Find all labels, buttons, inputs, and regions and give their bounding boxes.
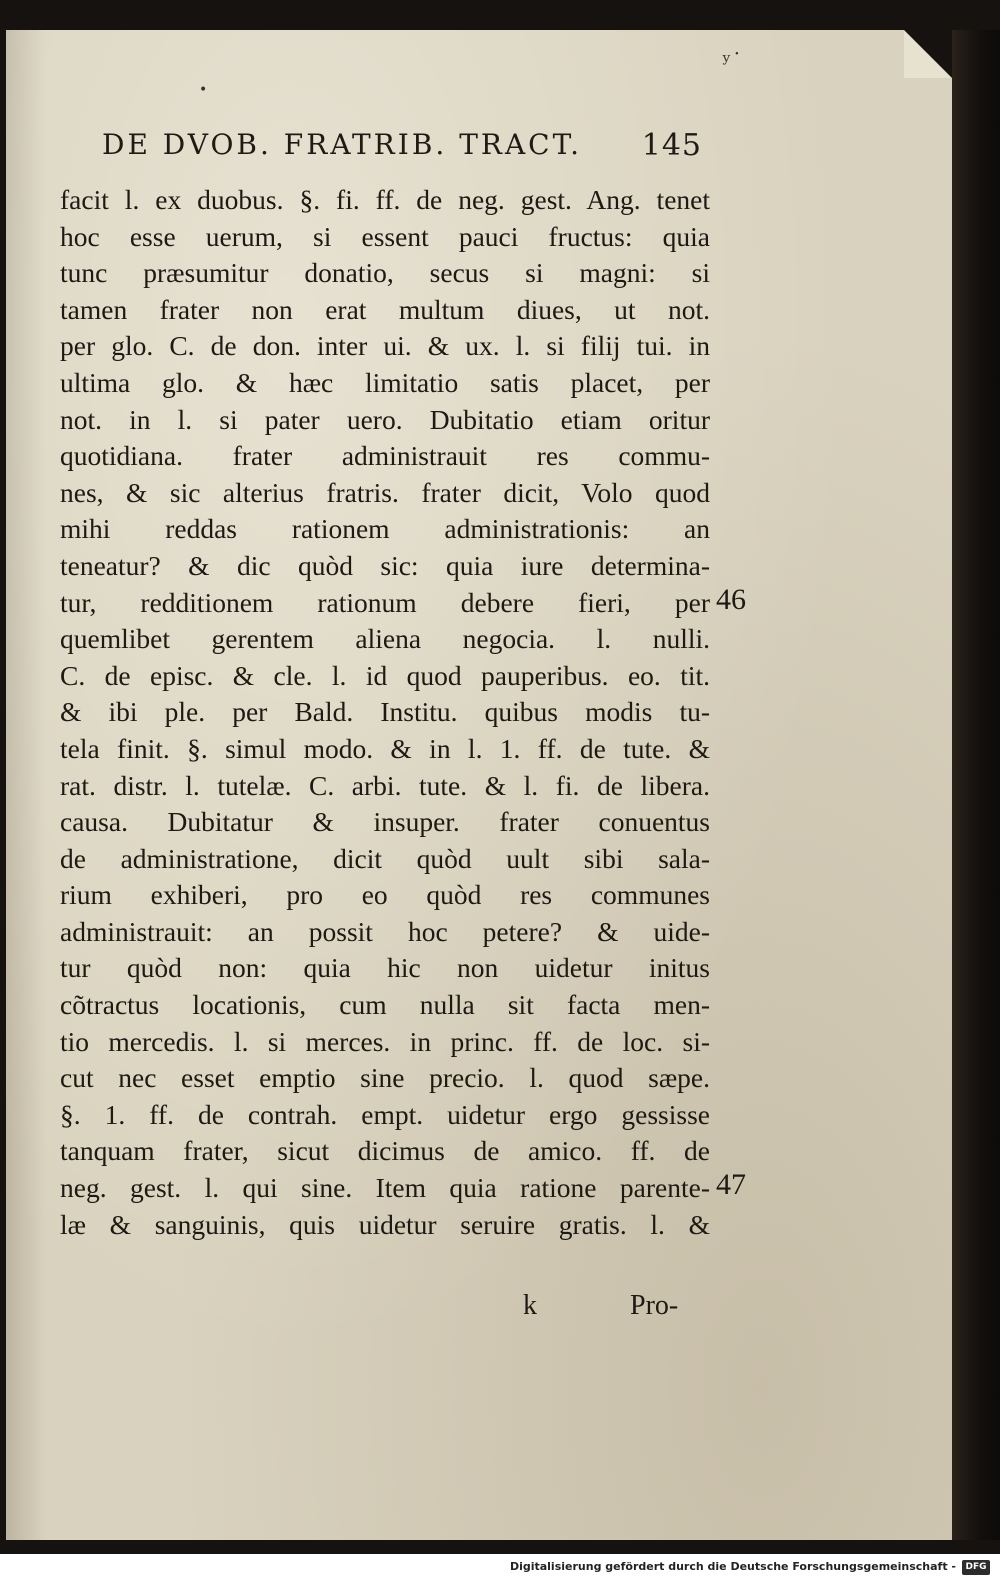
text-line: tio mercedis. l. si merces. in princ. ff. de loc. si- — [60, 1025, 710, 1057]
page-number: 145 — [641, 128, 702, 163]
text-line: §. 1. ff. de contrah. empt. uidetur ergo gessisse — [60, 1098, 710, 1130]
text-line: neg. gest. l. qui sine. Item quia ratione parente- — [60, 1172, 710, 1204]
margin-number: 46 — [716, 582, 746, 616]
text-line: læ & sanguinis, quis uidetur seruire gratis. l. & — [60, 1208, 710, 1240]
running-head-title: DE DVOB. FRATRIB. TRACT. — [102, 128, 583, 161]
text-line: not. in l. si pater uero. Dubitatio etiam oritur — [60, 403, 710, 435]
binding-edge — [952, 30, 1000, 1540]
text-line: tela finit. §. simul modo. & in l. 1. ff. de tute. & — [60, 732, 710, 764]
text-line: tur, redditionem rationum debere fieri, per — [60, 586, 710, 618]
text-line: C. de episc. & cle. l. id quod pauperibus. eo. tit. — [60, 659, 710, 691]
dfg-logo: DFG — [962, 1560, 990, 1575]
text-line: tanquam frater, sicut dicimus de amico. ff. de — [60, 1135, 710, 1167]
ink-speck: • — [199, 82, 208, 98]
text-line: de administratione, dicit quòd uult sibi sala- — [60, 842, 710, 874]
text-line: hoc esse uerum, si essent pauci fructus: quia — [60, 220, 710, 252]
ink-mark: ʸ˙ — [722, 50, 743, 75]
text-line: rium exhiberi, pro eo quòd res communes — [60, 879, 710, 911]
text-line: nes, & sic alterius fratris. frater dicit, Volo quod — [60, 476, 710, 508]
running-header — [102, 128, 702, 163]
folded-corner — [904, 30, 952, 78]
text-line: rat. distr. l. tutelæ. C. arbi. tute. & l. fi. de libera. — [60, 769, 710, 801]
credit-bar — [0, 1554, 1000, 1582]
text-line: facit l. ex duobus. §. fi. ff. de neg. gest. Ang. tenet — [60, 184, 710, 215]
catchword: Pro- — [630, 1290, 679, 1321]
margin-number: 47 — [716, 1168, 746, 1202]
text-line: tamen frater non erat multum diues, ut not. — [60, 293, 710, 325]
text-line: causa. Dubitatur & insuper. frater conuentus — [60, 806, 710, 838]
body-text — [60, 182, 710, 1243]
text-line: administrauit: an possit hoc petere? & uide- — [60, 915, 710, 947]
text-line: tur quòd non: quia hic non uidetur initus — [60, 952, 710, 984]
text-line: cõtractus locationis, cum nulla sit facta men- — [60, 989, 710, 1021]
text-line: & ibi ple. per Bald. Institu. quibus modis tu- — [60, 696, 710, 728]
text-line: per glo. C. de don. inter ui. & ux. l. si filij tui. in — [60, 330, 710, 362]
text-line: cut nec esset emptio sine precio. l. quod sæpe. — [60, 1062, 710, 1094]
text-line: ultima glo. & hæc limitatio satis placet, per — [60, 366, 710, 398]
signature-mark: k — [523, 1290, 537, 1321]
credit-text: Digitalisierung gefördert durch die Deutsche Forschungsgemeinschaft - — [509, 1560, 956, 1573]
text-line: tunc præsumitur donatio, secus si magni: si — [60, 257, 710, 289]
text-line: teneatur? & dic quòd sic: quia iure determina- — [60, 549, 710, 581]
text-line: quotidiana. frater administrauit res commu- — [60, 440, 710, 472]
text-line: quemlibet gerentem aliena negocia. l. nulli. — [60, 623, 710, 655]
text-line: mihi reddas rationem administrationis: an — [60, 513, 710, 545]
